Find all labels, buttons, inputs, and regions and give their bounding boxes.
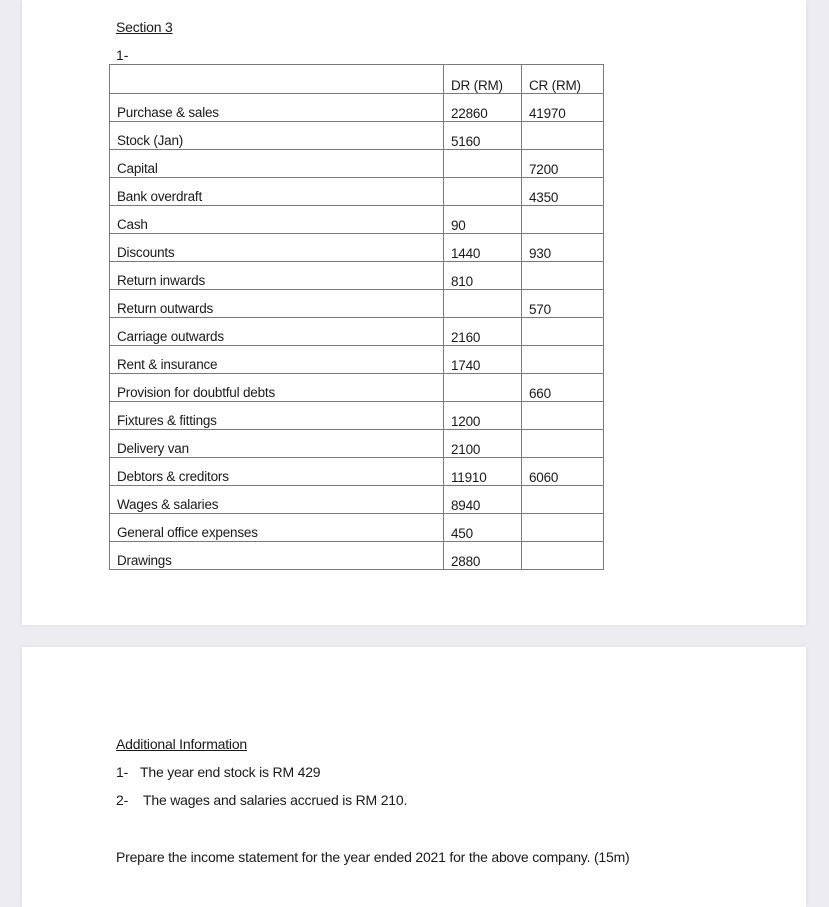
- dr-cell: 11910: [444, 458, 522, 486]
- section-title: Section 3: [116, 19, 173, 35]
- cr-cell: [522, 318, 604, 346]
- table-row: [110, 346, 604, 374]
- table-row: [110, 374, 604, 402]
- table-row: [110, 150, 604, 178]
- cr-cell: 570: [522, 290, 604, 318]
- info-item-number: 2-: [116, 792, 129, 808]
- info-item: [116, 792, 407, 808]
- account-cell: Rent & insurance: [110, 346, 444, 374]
- account-cell: Wages & salaries: [110, 486, 444, 514]
- account-cell: Purchase & sales: [110, 94, 444, 122]
- account-cell: Capital: [110, 150, 444, 178]
- table-row: [110, 290, 604, 318]
- dr-cell: 2100: [444, 430, 522, 458]
- cr-cell: 4350: [522, 178, 604, 206]
- dr-cell: [444, 374, 522, 402]
- dr-cell: 22860: [444, 94, 522, 122]
- dr-cell: 5160: [444, 122, 522, 150]
- header-account: [110, 65, 444, 94]
- account-cell: Return inwards: [110, 262, 444, 290]
- dr-cell: 1740: [444, 346, 522, 374]
- table-row: [110, 206, 604, 234]
- table-row: [110, 458, 604, 486]
- info-item: [116, 764, 320, 780]
- header-dr: DR (RM): [444, 65, 522, 94]
- account-cell: Provision for doubtful debts: [110, 374, 444, 402]
- account-cell: Bank overdraft: [110, 178, 444, 206]
- table-row: [110, 122, 604, 150]
- account-cell: Carriage outwards: [110, 318, 444, 346]
- cr-cell: [522, 122, 604, 150]
- cr-cell: [522, 206, 604, 234]
- cr-cell: [522, 486, 604, 514]
- table-row: [110, 94, 604, 122]
- trial-balance-table: [109, 64, 604, 570]
- question-number: 1-: [116, 47, 129, 63]
- table-row: [110, 262, 604, 290]
- cr-cell: 41970: [522, 94, 604, 122]
- info-item-text: The year end stock is RM 429: [140, 764, 321, 780]
- info-item-text: The wages and salaries accrued is RM 210.: [143, 792, 408, 808]
- cr-cell: [522, 262, 604, 290]
- document-page-2: [22, 647, 806, 907]
- dr-cell: 1440: [444, 234, 522, 262]
- question-prompt: Prepare the income statement for the year ended 2021 for the above company. (15m): [116, 849, 630, 865]
- account-cell: Discounts: [110, 234, 444, 262]
- table-row: [110, 178, 604, 206]
- account-cell: General office expenses: [110, 514, 444, 542]
- dr-cell: 2160: [444, 318, 522, 346]
- dr-cell: [444, 178, 522, 206]
- account-cell: Stock (Jan): [110, 122, 444, 150]
- additional-info-title: Additional Information: [116, 736, 248, 752]
- header-cr: CR (RM): [522, 65, 604, 94]
- cr-cell: [522, 514, 604, 542]
- dr-cell: 90: [444, 206, 522, 234]
- cr-cell: 930: [522, 234, 604, 262]
- dr-cell: 450: [444, 514, 522, 542]
- table-row: [110, 542, 604, 570]
- document-page-1: [22, 0, 806, 625]
- dr-cell: 1200: [444, 402, 522, 430]
- info-item-number: 1-: [116, 764, 129, 780]
- cr-cell: [522, 402, 604, 430]
- account-cell: Drawings: [110, 542, 444, 570]
- dr-cell: 8940: [444, 486, 522, 514]
- dr-cell: [444, 150, 522, 178]
- table-row: [110, 486, 604, 514]
- cr-cell: [522, 430, 604, 458]
- dr-cell: [444, 290, 522, 318]
- table-row: [110, 234, 604, 262]
- table-row: [110, 402, 604, 430]
- cr-cell: [522, 542, 604, 570]
- account-cell: Fixtures & fittings: [110, 402, 444, 430]
- dr-cell: 2880: [444, 542, 522, 570]
- cr-cell: 660: [522, 374, 604, 402]
- cr-cell: [522, 346, 604, 374]
- account-cell: Cash: [110, 206, 444, 234]
- account-cell: Return outwards: [110, 290, 444, 318]
- cr-cell: 6060: [522, 458, 604, 486]
- table-row: [110, 430, 604, 458]
- table-row: [110, 514, 604, 542]
- cr-cell: 7200: [522, 150, 604, 178]
- account-cell: Delivery van: [110, 430, 444, 458]
- account-cell: Debtors & creditors: [110, 458, 444, 486]
- table-header-row: [110, 65, 604, 94]
- table-row: [110, 318, 604, 346]
- dr-cell: 810: [444, 262, 522, 290]
